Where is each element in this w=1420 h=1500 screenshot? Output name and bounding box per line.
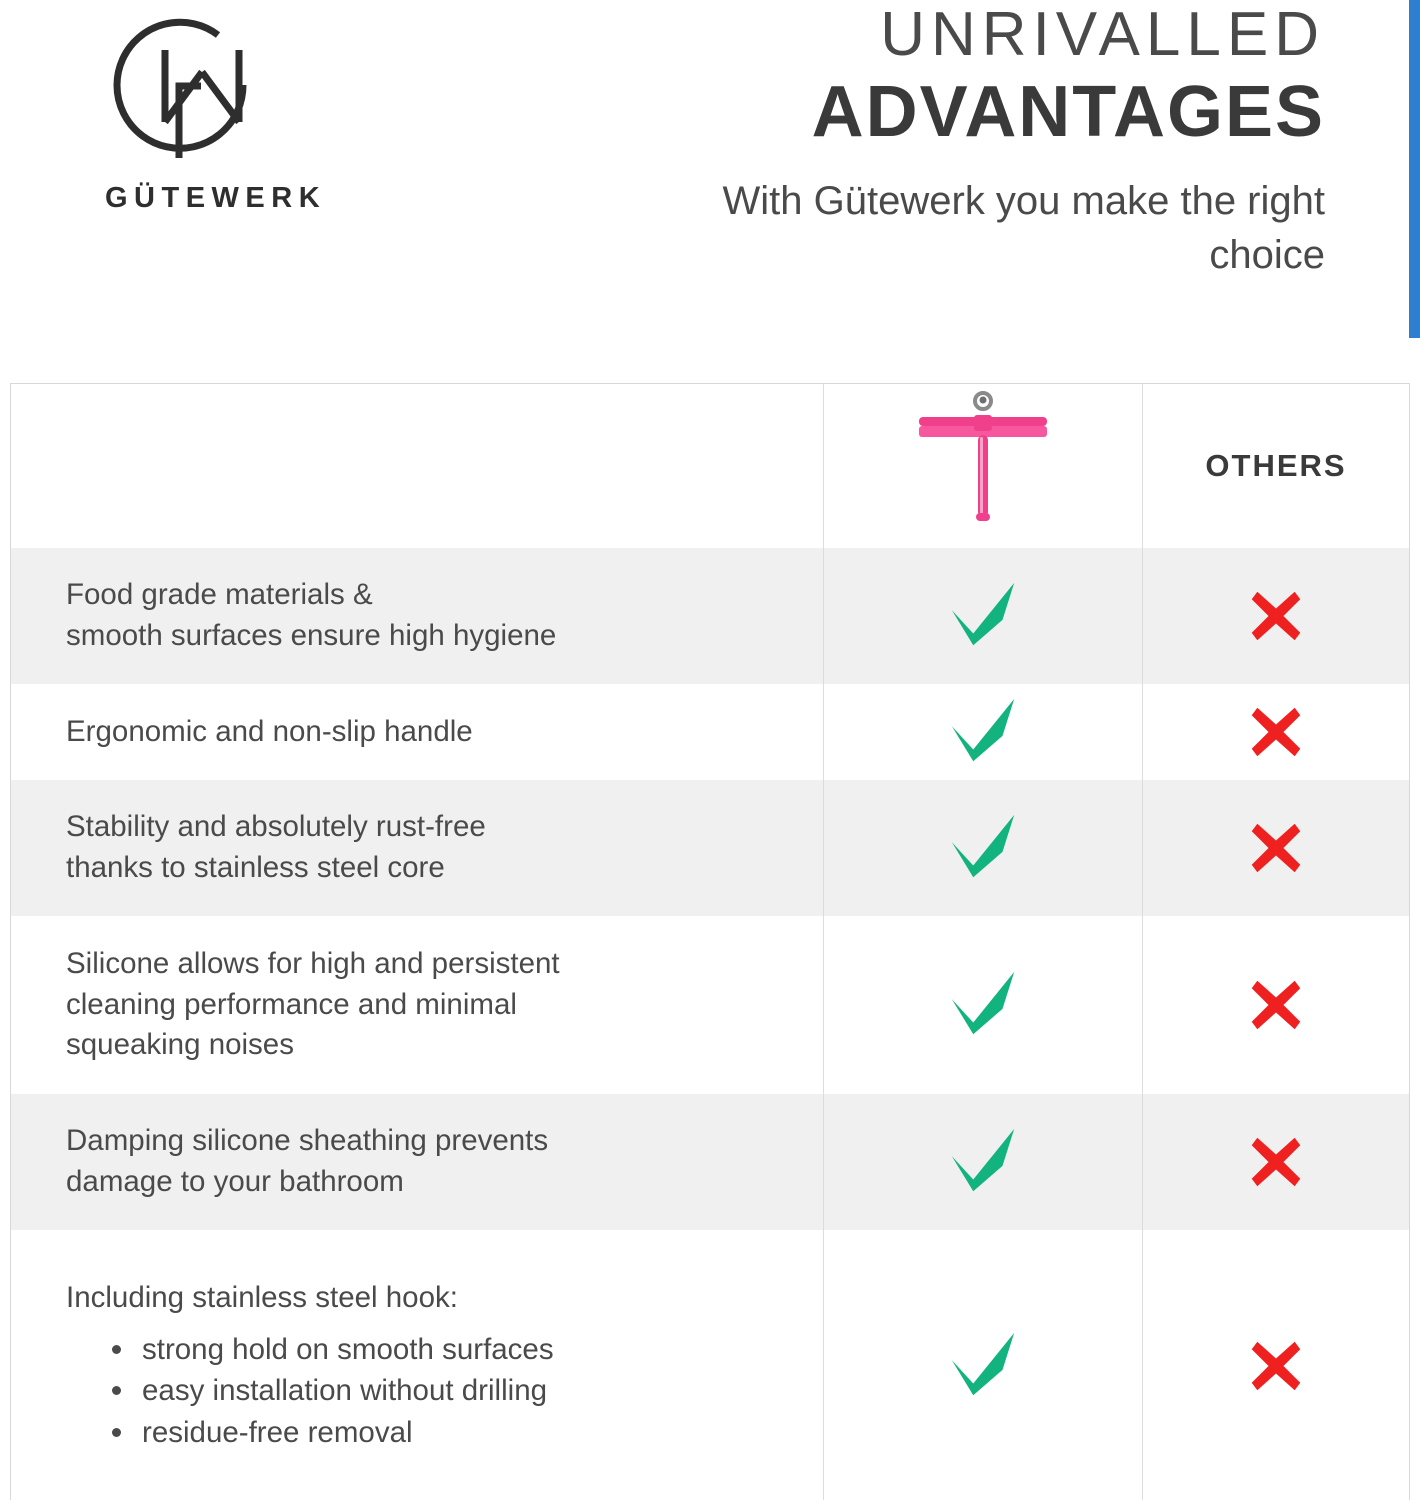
feature-line: smooth surfaces ensure high hygiene <box>66 619 557 652</box>
table-row <box>11 1230 1409 1500</box>
red-cross-icon <box>1248 977 1304 1033</box>
table-row <box>11 684 1409 780</box>
others-cell <box>1143 1230 1409 1500</box>
ours-cell <box>823 916 1143 1094</box>
feature-bullet-list <box>66 1329 823 1453</box>
feature-cell <box>11 548 823 684</box>
red-cross-icon <box>1248 588 1304 644</box>
ours-cell <box>823 684 1143 780</box>
feature-line: Silicone allows for high and persistent <box>66 946 560 980</box>
brand-logo-block <box>0 0 600 215</box>
others-column-label: OTHERS <box>1205 448 1347 483</box>
header-others-cell <box>1143 384 1409 548</box>
others-cell <box>1143 684 1409 780</box>
feature-text <box>66 712 823 753</box>
green-check-icon <box>944 693 1022 771</box>
feature-line: damage to your bathroom <box>66 1165 404 1198</box>
green-check-icon <box>944 1327 1022 1405</box>
feature-text <box>66 807 823 888</box>
others-cell <box>1143 548 1409 684</box>
green-check-icon <box>944 1123 1022 1201</box>
feature-text <box>66 575 823 656</box>
feature-cell <box>11 1230 823 1500</box>
green-check-icon <box>944 966 1022 1044</box>
feature-cell <box>11 684 823 780</box>
list-item: easy installation without drilling <box>112 1370 823 1411</box>
accent-bar <box>1409 0 1420 338</box>
page-header <box>0 0 1420 340</box>
page-title-line1: UNRIVALLED <box>880 0 1325 69</box>
feature-line: Ergonomic and non-slip handle <box>66 714 473 748</box>
header-ours-cell <box>823 384 1143 548</box>
pink-squeegee-product-icon <box>903 391 1063 541</box>
page-title-line2: ADVANTAGES <box>811 72 1325 153</box>
header-feature-cell <box>11 384 823 548</box>
feature-line: Damping silicone sheathing prevents <box>66 1124 549 1158</box>
table-header-row <box>11 384 1409 548</box>
gutewerk-logo-icon <box>105 10 255 160</box>
feature-line: cleaning performance and minimal <box>66 987 517 1021</box>
table-row <box>11 916 1409 1094</box>
brand-wordmark: GÜTEWERK <box>105 182 327 214</box>
feature-line: Food grade materials & <box>66 578 373 612</box>
others-cell <box>1143 780 1409 916</box>
ours-cell <box>823 548 1143 684</box>
table-row <box>11 548 1409 684</box>
header-title-block <box>600 0 1420 282</box>
list-item: strong hold on smooth surfaces <box>112 1329 823 1370</box>
red-cross-icon <box>1248 1134 1304 1190</box>
feature-line: Stability and absolutely rust-free <box>66 810 486 844</box>
feature-line: thanks to stainless steel core <box>66 851 445 884</box>
feature-text <box>66 1121 823 1202</box>
table-row <box>11 780 1409 916</box>
comparison-table <box>10 383 1410 1500</box>
red-cross-icon <box>1248 704 1304 760</box>
feature-line: Including stainless steel hook: <box>66 1281 458 1315</box>
ours-cell <box>823 780 1143 916</box>
page-subtitle: With Gütewerk you make the right choice <box>722 179 1325 278</box>
others-cell <box>1143 1094 1409 1230</box>
red-cross-icon <box>1248 1338 1304 1394</box>
green-check-icon <box>944 809 1022 887</box>
feature-text <box>66 944 823 1066</box>
red-cross-icon <box>1248 820 1304 876</box>
feature-cell <box>11 780 823 916</box>
table-row <box>11 1094 1409 1230</box>
feature-cell <box>11 1094 823 1230</box>
feature-line: squeaking noises <box>66 1028 294 1062</box>
list-item: residue-free removal <box>112 1412 823 1453</box>
green-check-icon <box>944 577 1022 655</box>
ours-cell <box>823 1094 1143 1230</box>
feature-text <box>66 1278 823 1319</box>
ours-cell <box>823 1230 1143 1500</box>
feature-cell <box>11 916 823 1094</box>
others-cell <box>1143 916 1409 1094</box>
